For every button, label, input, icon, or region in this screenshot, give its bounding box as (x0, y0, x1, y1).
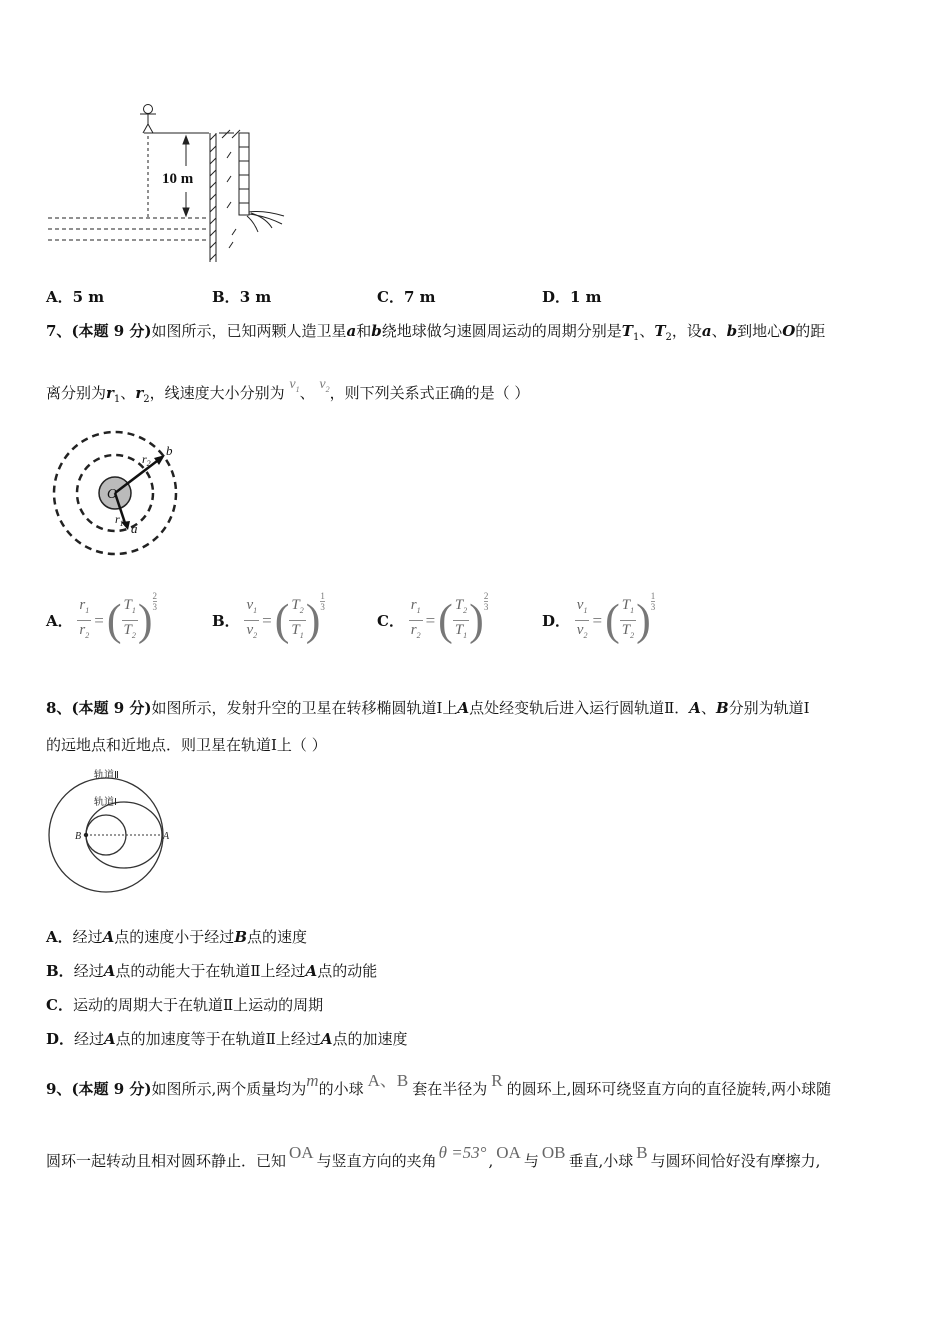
var-OA: OA (289, 1143, 314, 1162)
var-OB: OB (541, 1143, 566, 1162)
stem-text: ，则下列关系式正确的是（ ） (329, 384, 530, 402)
q8-stem-line2 (46, 734, 327, 755)
person-head (144, 105, 153, 114)
var-m: m (306, 1071, 319, 1090)
sat-a: a (701, 322, 712, 340)
stem-text: ，设 (671, 322, 702, 340)
stem-text: 的距 (795, 322, 826, 340)
point-A: A (102, 928, 115, 946)
height-label: 10 m (162, 171, 194, 187)
separator: 、 (711, 322, 727, 340)
cliff-figure (44, 100, 294, 265)
option-letter: B． (212, 288, 240, 306)
stem-text: 点处经变轨后进入运行圆轨道Ⅱ． (469, 699, 690, 717)
stem-text: 与竖直方向的夹角 (316, 1152, 437, 1170)
option-text: 点的动能 (317, 962, 378, 980)
option-value: 7 m (403, 288, 436, 306)
option-text: 点的速度小于经过 (114, 928, 235, 946)
option-letter: A． (46, 288, 73, 306)
option-text: 点的加速度等于在轨道Ⅱ上经过 (115, 1030, 321, 1048)
stem-text: ，线速度大小分别为 (149, 384, 285, 402)
question-score: (本题 9 分) (71, 699, 152, 717)
var-T1: T (621, 322, 633, 340)
question-number: 8、 (46, 699, 72, 717)
option-text: 经过 (72, 928, 103, 946)
option-letter: C． (377, 612, 404, 630)
q6-option-d[interactable] (542, 286, 602, 307)
option-value: 5 m (72, 288, 105, 306)
q9-stem-line2 (46, 1143, 821, 1171)
stem-text: 与圆环间恰好没有摩擦力, (650, 1152, 821, 1170)
b-label: b (166, 443, 173, 458)
sat-a: a (346, 322, 357, 340)
stem-text: 如图所示,两个质量均为 (151, 1080, 307, 1098)
option-letter: A． (46, 612, 73, 630)
r2-label: $r_2$ (142, 452, 151, 468)
sat-b: b (726, 322, 738, 340)
formula-rhs: $\frac{T_2}{T_1}$ (454, 597, 468, 640)
point-A: A (689, 699, 701, 717)
option-letter: D． (542, 612, 571, 630)
point-A: A (457, 699, 470, 717)
orbit-figure (50, 428, 180, 558)
subscript: 2 (665, 332, 672, 343)
formula-exponent: $\frac{2}{3}$ (483, 590, 489, 612)
transfer-orbit-figure (46, 762, 168, 896)
option-value: 3 m (239, 288, 272, 306)
q7-option-b[interactable]: B． $\frac{v_1}{v_2}$ =( $\frac{T_2}{T_1}$ ) $\frac{1}{3}$ (212, 590, 325, 645)
var-AB: A、B (367, 1071, 409, 1090)
q7-option-c[interactable]: C． $\frac{r_1}{r_2}$ =( $\frac{T_2}{T_1}$ ) $\frac{2}{3}$ (377, 590, 489, 645)
var-v2: $v_2$ (319, 377, 330, 394)
stem-text: 的远地点和近地点．则卫星在轨道Ⅰ上（ ） (46, 736, 327, 754)
q8-option-b[interactable] (46, 960, 377, 981)
q7-stem-line2 (46, 377, 530, 405)
formula-exponent: $\frac{1}{3}$ (650, 590, 656, 612)
var-T2: T (654, 322, 666, 340)
q6-option-a[interactable] (46, 286, 104, 307)
option-letter: D． (46, 1030, 75, 1048)
separator: 、 (120, 384, 136, 402)
stem-text: 离分别为 (46, 384, 107, 402)
option-text: 点的速度 (247, 928, 308, 946)
point-B: B (715, 699, 729, 717)
q8-option-a[interactable] (46, 926, 307, 947)
subscript: 1 (632, 332, 640, 343)
point-B: B (234, 928, 247, 946)
stem-text: 的小球 (318, 1080, 364, 1098)
q6-option-b[interactable] (212, 286, 271, 307)
formula-exponent: $\frac{2}{3}$ (152, 590, 158, 612)
var-B: B (636, 1143, 648, 1162)
option-text: 点的加速度 (332, 1030, 408, 1048)
stem-text: 到地心 (737, 322, 783, 340)
var-theta: θ =53° (438, 1143, 487, 1162)
point-A: A (104, 1030, 116, 1048)
option-letter: C． (46, 996, 73, 1014)
var-OA: OA (496, 1143, 521, 1162)
sat-b: b (371, 322, 382, 340)
option-letter: A． (46, 928, 73, 946)
B-label: B (75, 831, 82, 842)
question-score: (本题 9 分) (71, 322, 152, 340)
var-O: O (782, 322, 796, 340)
orbit2-label: 轨道Ⅱ (94, 770, 119, 781)
stem-text: 分别为轨道Ⅰ (728, 699, 810, 717)
formula-lhs: $\frac{r_1}{r_2}$ (410, 597, 421, 640)
var-R: R (491, 1071, 503, 1090)
A-label: A (163, 831, 170, 842)
center-label: O (107, 487, 118, 502)
option-text: 运动的周期大于在轨道Ⅱ上运动的周期 (72, 996, 324, 1014)
option-letter: B． (46, 962, 74, 980)
var-r2: r (135, 384, 144, 402)
option-letter: D． (542, 288, 571, 306)
point-A: A (103, 962, 116, 980)
separator: 、 (639, 322, 655, 340)
formula-lhs: $\frac{v_1}{v_2}$ (246, 597, 258, 640)
formula-rhs: $\frac{T_1}{T_2}$ (123, 597, 136, 640)
separator: , (488, 1152, 494, 1170)
stem-text: 绕地球做匀速圆周运动的周期分别是 (381, 322, 622, 340)
separator: 、 (700, 699, 716, 717)
q6-option-c[interactable] (377, 286, 435, 307)
subscript: 2 (143, 394, 150, 405)
option-letter: C． (377, 288, 404, 306)
var-v1: $v_1$ (289, 377, 300, 394)
question-number: 7、 (46, 322, 72, 340)
point-A: A (320, 1030, 333, 1048)
question-score: (本题 9 分) (71, 1080, 152, 1098)
stem-text: 圆环一起转动且相对圆环静止．已知 (46, 1152, 287, 1170)
subscript: 1 (113, 394, 121, 405)
formula-rhs: $\frac{T_1}{T_2}$ (621, 597, 635, 640)
option-text: 经过 (74, 1030, 105, 1048)
formula-lhs: $\frac{r_1}{r_2}$ (79, 597, 90, 640)
orbit1-label: 轨道Ⅰ (94, 797, 117, 808)
stem-text: 和 (356, 322, 372, 340)
stem-text: 与 (523, 1152, 539, 1170)
question-number: 9、 (46, 1080, 72, 1098)
q8-option-d[interactable] (46, 1028, 408, 1049)
q7-stem-line1 (46, 320, 825, 343)
stem-text: 的圆环上,圆环可绕竖直方向的直径旋转,两小球随 (506, 1080, 832, 1098)
stem-text: 垂直,小球 (568, 1152, 634, 1170)
formula-lhs: $\frac{v_1}{v_2}$ (576, 597, 588, 640)
option-letter: B． (212, 612, 240, 630)
stem-text: 套在半径为 (412, 1080, 488, 1098)
q7-option-a[interactable]: A． $\frac{r_1}{r_2}$ =( $\frac{T_1}{T_2}$ ) $\frac{2}{3}$ (46, 590, 158, 645)
q7-option-d[interactable]: D． $\frac{v_1}{v_2}$ =( $\frac{T_1}{T_2}$ ) $\frac{1}{3}$ (542, 590, 656, 645)
q8-stem-line1 (46, 697, 810, 718)
option-text: 经过 (73, 962, 104, 980)
option-value: 1 m (570, 288, 602, 306)
r1-label: $r_1$ (115, 512, 124, 528)
q9-stem-line1 (46, 1071, 832, 1099)
stem-text: 如图所示，发射升空的卫星在转移椭圆轨道Ⅰ上 (151, 699, 458, 717)
option-text: 点的动能大于在轨道Ⅱ上经过 (115, 962, 306, 980)
formula-rhs: $\frac{T_2}{T_1}$ (291, 597, 304, 640)
q8-option-c[interactable] (46, 994, 323, 1015)
separator: 、 (299, 384, 315, 402)
var-r1: r (106, 384, 114, 402)
formula-exponent: $\frac{1}{3}$ (320, 590, 325, 612)
point-A: A (305, 962, 318, 980)
a-label: a (131, 521, 138, 536)
stem-text: 如图所示，已知两颗人造卫星 (151, 322, 347, 340)
